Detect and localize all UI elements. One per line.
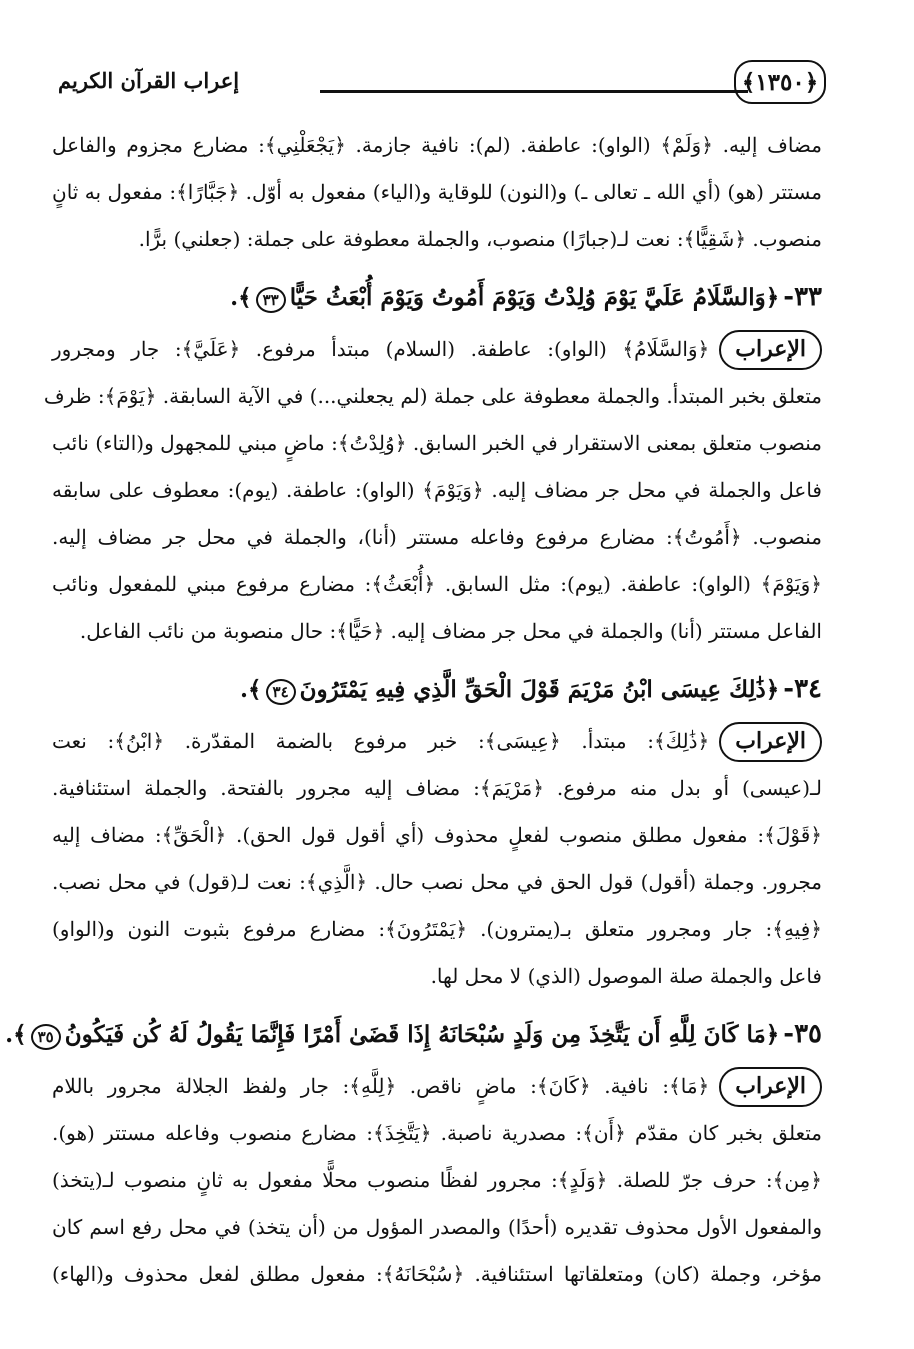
ayah-end-mark: ٣٥ (31, 1024, 61, 1050)
ayah-end-mark: ٣٣ (256, 287, 286, 313)
text-line: لـ(عيسى) أو بدل منه مرفوع. ﴿مَرْيَمَ﴾: مضاف إليه مجرور بالفتحة. والجملة استئنافية. (52, 776, 822, 800)
irab-badge: الإعراب (719, 330, 822, 370)
text-line: ﴿قَوْلَ﴾: مفعول مطلق منصوب لفعلٍ محذوف (أي أقول قول الحق). ﴿الْحَقِّ﴾: مضاف إليه (52, 823, 822, 847)
verse-close: ﴾. (5, 1021, 27, 1048)
text-line: ﴿ذَٰلِكَ﴾: مبتدأ. ﴿عِيسَى﴾: خبر مرفوع بالضمة المقدّرة. ﴿ابْنُ﴾: نعت (52, 729, 710, 753)
text-line: مجرور. وجملة (أقول) قول الحق في محل نصب حال. ﴿الَّذِي﴾: نعت لـ(قول) في محل نصب. (52, 870, 822, 894)
verse-33 (52, 269, 822, 326)
text-line: مضاف إليه. ﴿وَلَمْ﴾ (الواو): عاطفة. (لم): نافية جازمة. ﴿يَجْعَلْنِي﴾: مضارع مجزوم والفاعل (52, 133, 822, 157)
text-line: ﴿مَا﴾: نافية. ﴿كَانَ﴾: ماضٍ ناقص. ﴿لِلَّهِ﴾: جار ولفظ الجلالة مجرور باللام (52, 1074, 710, 1098)
verse-35 (5, 1006, 822, 1063)
verse-34 (52, 661, 822, 718)
text-line: الفاعل مستتر (أنا) والجملة في محل جر مضاف إليه. ﴿حَيًّا﴾: حال منصوبة من نائب الفاعل. (79, 619, 822, 643)
verse-number: ٣٣- (783, 282, 822, 312)
text-line: متعلق بخبر كان مقدّم ﴿أَن﴾: مصدرية ناصبة. ﴿يَتَّخِذَ﴾: مضارع منصوب وفاعله مستتر (هو). (52, 1121, 822, 1145)
text-line: منصوب متعلق بمعنى الاستقرار في الخبر السابق. ﴿وُلِدْتُ﴾: ماضٍ مبني للمجهول و(التاء) نائب (52, 431, 822, 455)
text-line: ﴿فِيهِ﴾: جار ومجرور متعلق بـ(يمترون). ﴿يَمْتَرُونَ﴾: مضارع مرفوع بثبوت النون و(الواو) (52, 917, 822, 941)
text-line: متعلق بخبر المبتدأ. والجملة معطوفة على جملة (لم يجعلني...) في الآية السابقة. ﴿يَوْمَ﴾: ظرف (43, 384, 822, 408)
irab-first-line (52, 326, 822, 373)
page-number: ﴿١٣٥٠﴾ (734, 60, 826, 104)
page-header (58, 58, 826, 108)
text-line: ﴿مِن﴾: حرف جرّ للصلة. ﴿وَلَدٍ﴾: مجرور لفظًا منصوب محلًّا مفعول به ثانٍ منصوب لـ(يتخذ) (52, 1168, 822, 1192)
text-line: مؤخر، وجملة (كان) ومتعلقاتها استئنافية. ﴿سُبْحَانَهُ﴾: مفعول مطلق لفعل محذوف و(الهاء) (52, 1262, 822, 1286)
text-line: والمفعول الأول محذوف تقديره (أحدًا) والمصدر المؤول من (أن يتخذ) في محل رفع اسم كان (52, 1215, 822, 1239)
text-line: مستتر (هو) (أي الله ـ تعالى ـ) و(النون) للوقاية و(الياء) مفعول به أوّل. ﴿جَبَّارًا﴾: مفعول به ثانٍ (52, 180, 822, 204)
ayah-end-mark: ٣٤ (266, 679, 296, 705)
verse-text: ﴿وَالسَّلَامُ عَلَيَّ يَوْمَ وُلِدْتُ وَيَوْمَ أَمُوتُ وَيَوْمَ أُبْعَثُ حَيًّا (289, 284, 780, 311)
header-rule (320, 90, 748, 93)
verse-number: ٣٤- (783, 674, 822, 704)
text-line: منصوب. ﴿شَقِيًّا﴾: نعت لـ(جبارًا) منصوب، والجملة معطوفة على جملة: (جعلني) برًّا. (138, 227, 822, 251)
text-line: فاعل والجملة في محل جر مضاف إليه. ﴿وَيَوْمَ﴾ (الواو): عاطفة. (يوم): معطوف على سابقه (52, 478, 822, 502)
irab-first-line (52, 1063, 822, 1110)
verse-text: ﴿ذَٰلِكَ عِيسَى ابْنُ مَرْيَمَ قَوْلَ الْحَقِّ الَّذِي فِيهِ يَمْتَرُونَ (299, 676, 780, 703)
verse-number: ٣٥- (783, 1019, 822, 1049)
text-line: فاعل والجملة صلة الموصول (الذي) لا محل لها. (430, 964, 822, 988)
text-line: ﴿وَالسَّلَامُ﴾ (الواو): عاطفة. (السلام) مبتدأ مرفوع. ﴿عَلَيَّ﴾: جار ومجرور (52, 337, 710, 361)
verse-text: ﴿مَا كَانَ لِلَّهِ أَن يَتَّخِذَ مِن وَلَدٍ سُبْحَانَهُ إِذَا قَضَىٰ أَمْرًا فَإِنَّمَا يَقُولُ لَهُ كُن فَيَكُونُ (64, 1021, 780, 1048)
irab-badge: الإعراب (719, 722, 822, 762)
running-title: إعراب القرآن الكريم (58, 68, 240, 93)
irab-first-line (52, 718, 822, 765)
page-body (5, 122, 822, 1298)
verse-close: ﴾. (230, 284, 252, 311)
text-line: ﴿وَيَوْمَ﴾ (الواو): عاطفة. (يوم): مثل السابق. ﴿أُبْعَثُ﴾: مضارع مرفوع مبني للمفعول ونائب (52, 572, 822, 596)
verse-close: ﴾. (240, 676, 262, 703)
irab-badge: الإعراب (719, 1067, 822, 1107)
text-line: منصوب. ﴿أَمُوتُ﴾: مضارع مرفوع وفاعله مستتر (أنا)، والجملة في محل جر مضاف إليه. (52, 525, 822, 549)
